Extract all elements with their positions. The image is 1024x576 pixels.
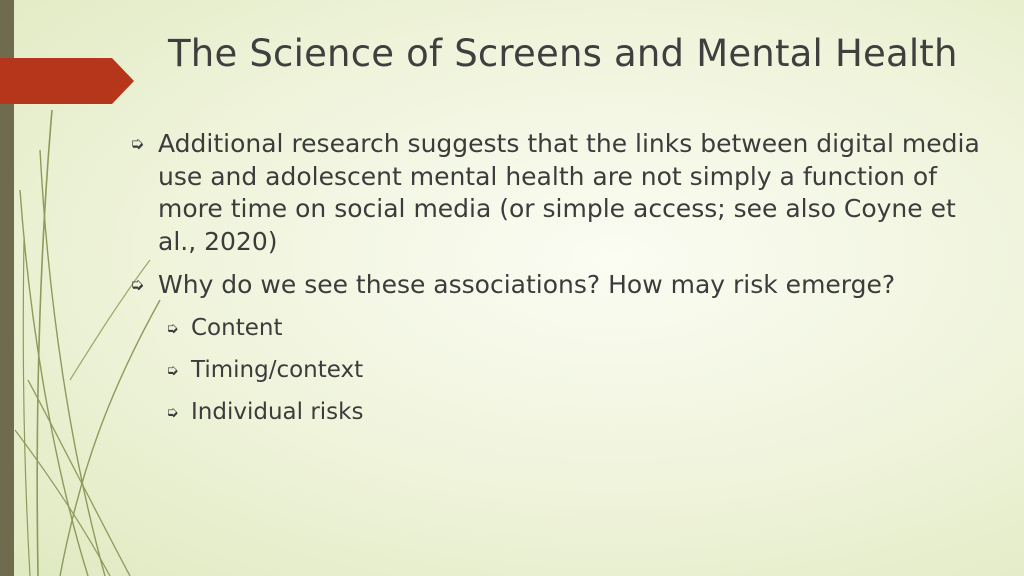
arrow-bullet-icon: ➭: [166, 318, 179, 337]
bullet-text: Additional research suggests that the links between digital media use and adolescent mental health are not simply a function of more time on social media (or simple access; see also Coyne et al., 2020): [158, 129, 980, 256]
slide-title: The Science of Screens and Mental Health: [168, 32, 958, 75]
bullet-list: [130, 128, 990, 439]
bullet-item: [130, 269, 990, 302]
sub-bullet-text: Content: [191, 314, 283, 341]
arrow-bullet-icon: ➭: [166, 360, 179, 379]
sub-bullet-item: [166, 355, 990, 385]
sub-bullet-item: [166, 397, 990, 427]
sub-bullet-item: [166, 313, 990, 343]
arrow-bullet-icon: ➭: [130, 134, 145, 154]
sub-bullet-text: Timing/context: [191, 356, 364, 383]
bullet-item: [130, 128, 990, 258]
bullet-text: Why do we see these associations? How may risk emerge?: [158, 270, 896, 299]
arrow-bullet-icon: ➭: [130, 275, 145, 295]
sub-bullet-text: Individual risks: [191, 398, 364, 425]
title-accent-arrow: [0, 58, 134, 104]
arrow-bullet-icon: ➭: [166, 402, 179, 421]
